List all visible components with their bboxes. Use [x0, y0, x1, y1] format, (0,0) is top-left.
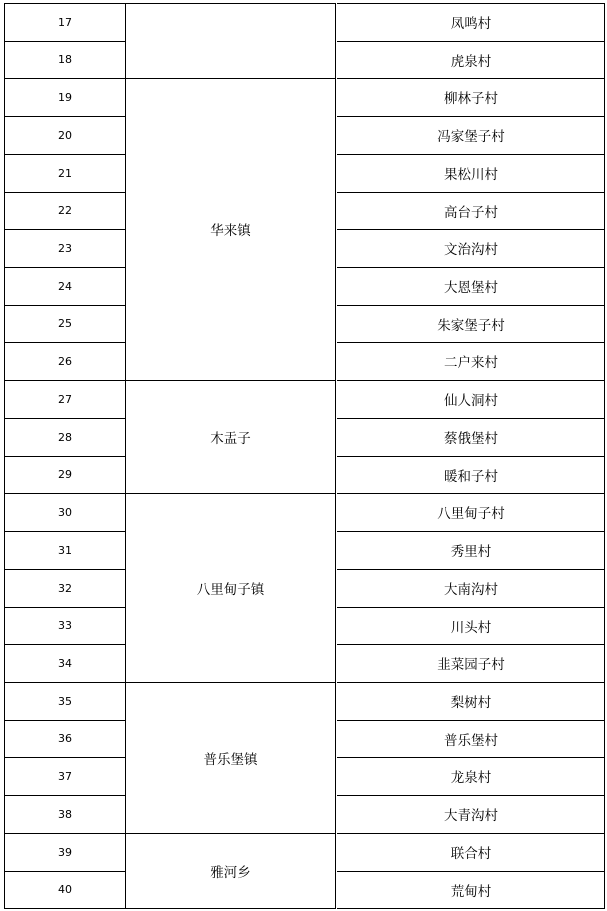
row-number: 22 — [58, 204, 72, 217]
row-number: 35 — [58, 694, 72, 708]
village-name: 仙人洞村 — [444, 393, 498, 409]
village-name: 高台子村 — [444, 204, 498, 221]
village-name: 果松川村 — [444, 167, 498, 183]
village-name: 凤鸣村 — [450, 16, 492, 32]
village-name: 普乐堡村 — [444, 732, 498, 749]
row-divider — [4, 908, 126, 909]
town-name: 普乐堡镇 — [203, 751, 258, 768]
town-name: 华来镇 — [210, 223, 251, 239]
village-name: 文治沟村 — [444, 242, 498, 258]
row-number: 25 — [58, 317, 72, 330]
town-name: 雅河乡 — [210, 864, 251, 881]
village-name: 二户来村 — [444, 355, 498, 371]
row-number: 18 — [58, 53, 72, 66]
village-name: 川头村 — [450, 619, 492, 636]
village-name: 八里甸子村 — [437, 506, 505, 522]
row-number: 20 — [58, 128, 72, 142]
village-name: 暖和子村 — [444, 468, 498, 485]
town-name: 八里甸子镇 — [196, 581, 265, 598]
village-name: 柳林子村 — [444, 91, 498, 107]
row-number: 23 — [58, 241, 72, 255]
row-number: 27 — [58, 392, 72, 406]
row-number: 34 — [58, 656, 72, 670]
row-number: 37 — [58, 769, 72, 783]
group-divider — [125, 908, 336, 909]
village-name: 虎泉村 — [450, 53, 492, 70]
row-number: 32 — [58, 581, 72, 595]
village-name: 龙泉村 — [450, 770, 492, 786]
row-number: 38 — [58, 807, 72, 821]
row-number: 30 — [58, 505, 72, 519]
row-number: 39 — [58, 845, 72, 859]
row-number: 21 — [58, 166, 72, 180]
village-name: 大青沟村 — [444, 808, 498, 824]
village-name: 韭菜园子村 — [437, 657, 505, 673]
row-number: 40 — [58, 883, 72, 896]
town-name: 木盂子 — [210, 430, 251, 447]
row-number: 28 — [58, 430, 72, 444]
row-number: 36 — [58, 732, 72, 745]
village-name: 秀里村 — [450, 544, 492, 560]
village-name: 朱家堡子村 — [437, 317, 505, 334]
village-name: 大恩堡村 — [444, 280, 498, 296]
row-number: 26 — [58, 354, 72, 368]
column-divider-town — [335, 3, 336, 909]
row-number: 29 — [58, 468, 72, 481]
row-number: 33 — [58, 619, 72, 632]
village-name: 蔡俄堡村 — [444, 431, 498, 447]
village-name: 冯家堡子村 — [437, 129, 505, 145]
row-number: 19 — [58, 90, 72, 104]
row-number: 24 — [58, 279, 72, 293]
village-name: 大南沟村 — [444, 582, 498, 598]
row-number: 17 — [58, 15, 72, 29]
village-name: 梨树村 — [450, 695, 492, 711]
row-divider — [337, 908, 605, 909]
village-name: 联合村 — [450, 846, 492, 862]
row-number: 31 — [58, 543, 72, 557]
village-name: 荒甸村 — [450, 883, 492, 900]
